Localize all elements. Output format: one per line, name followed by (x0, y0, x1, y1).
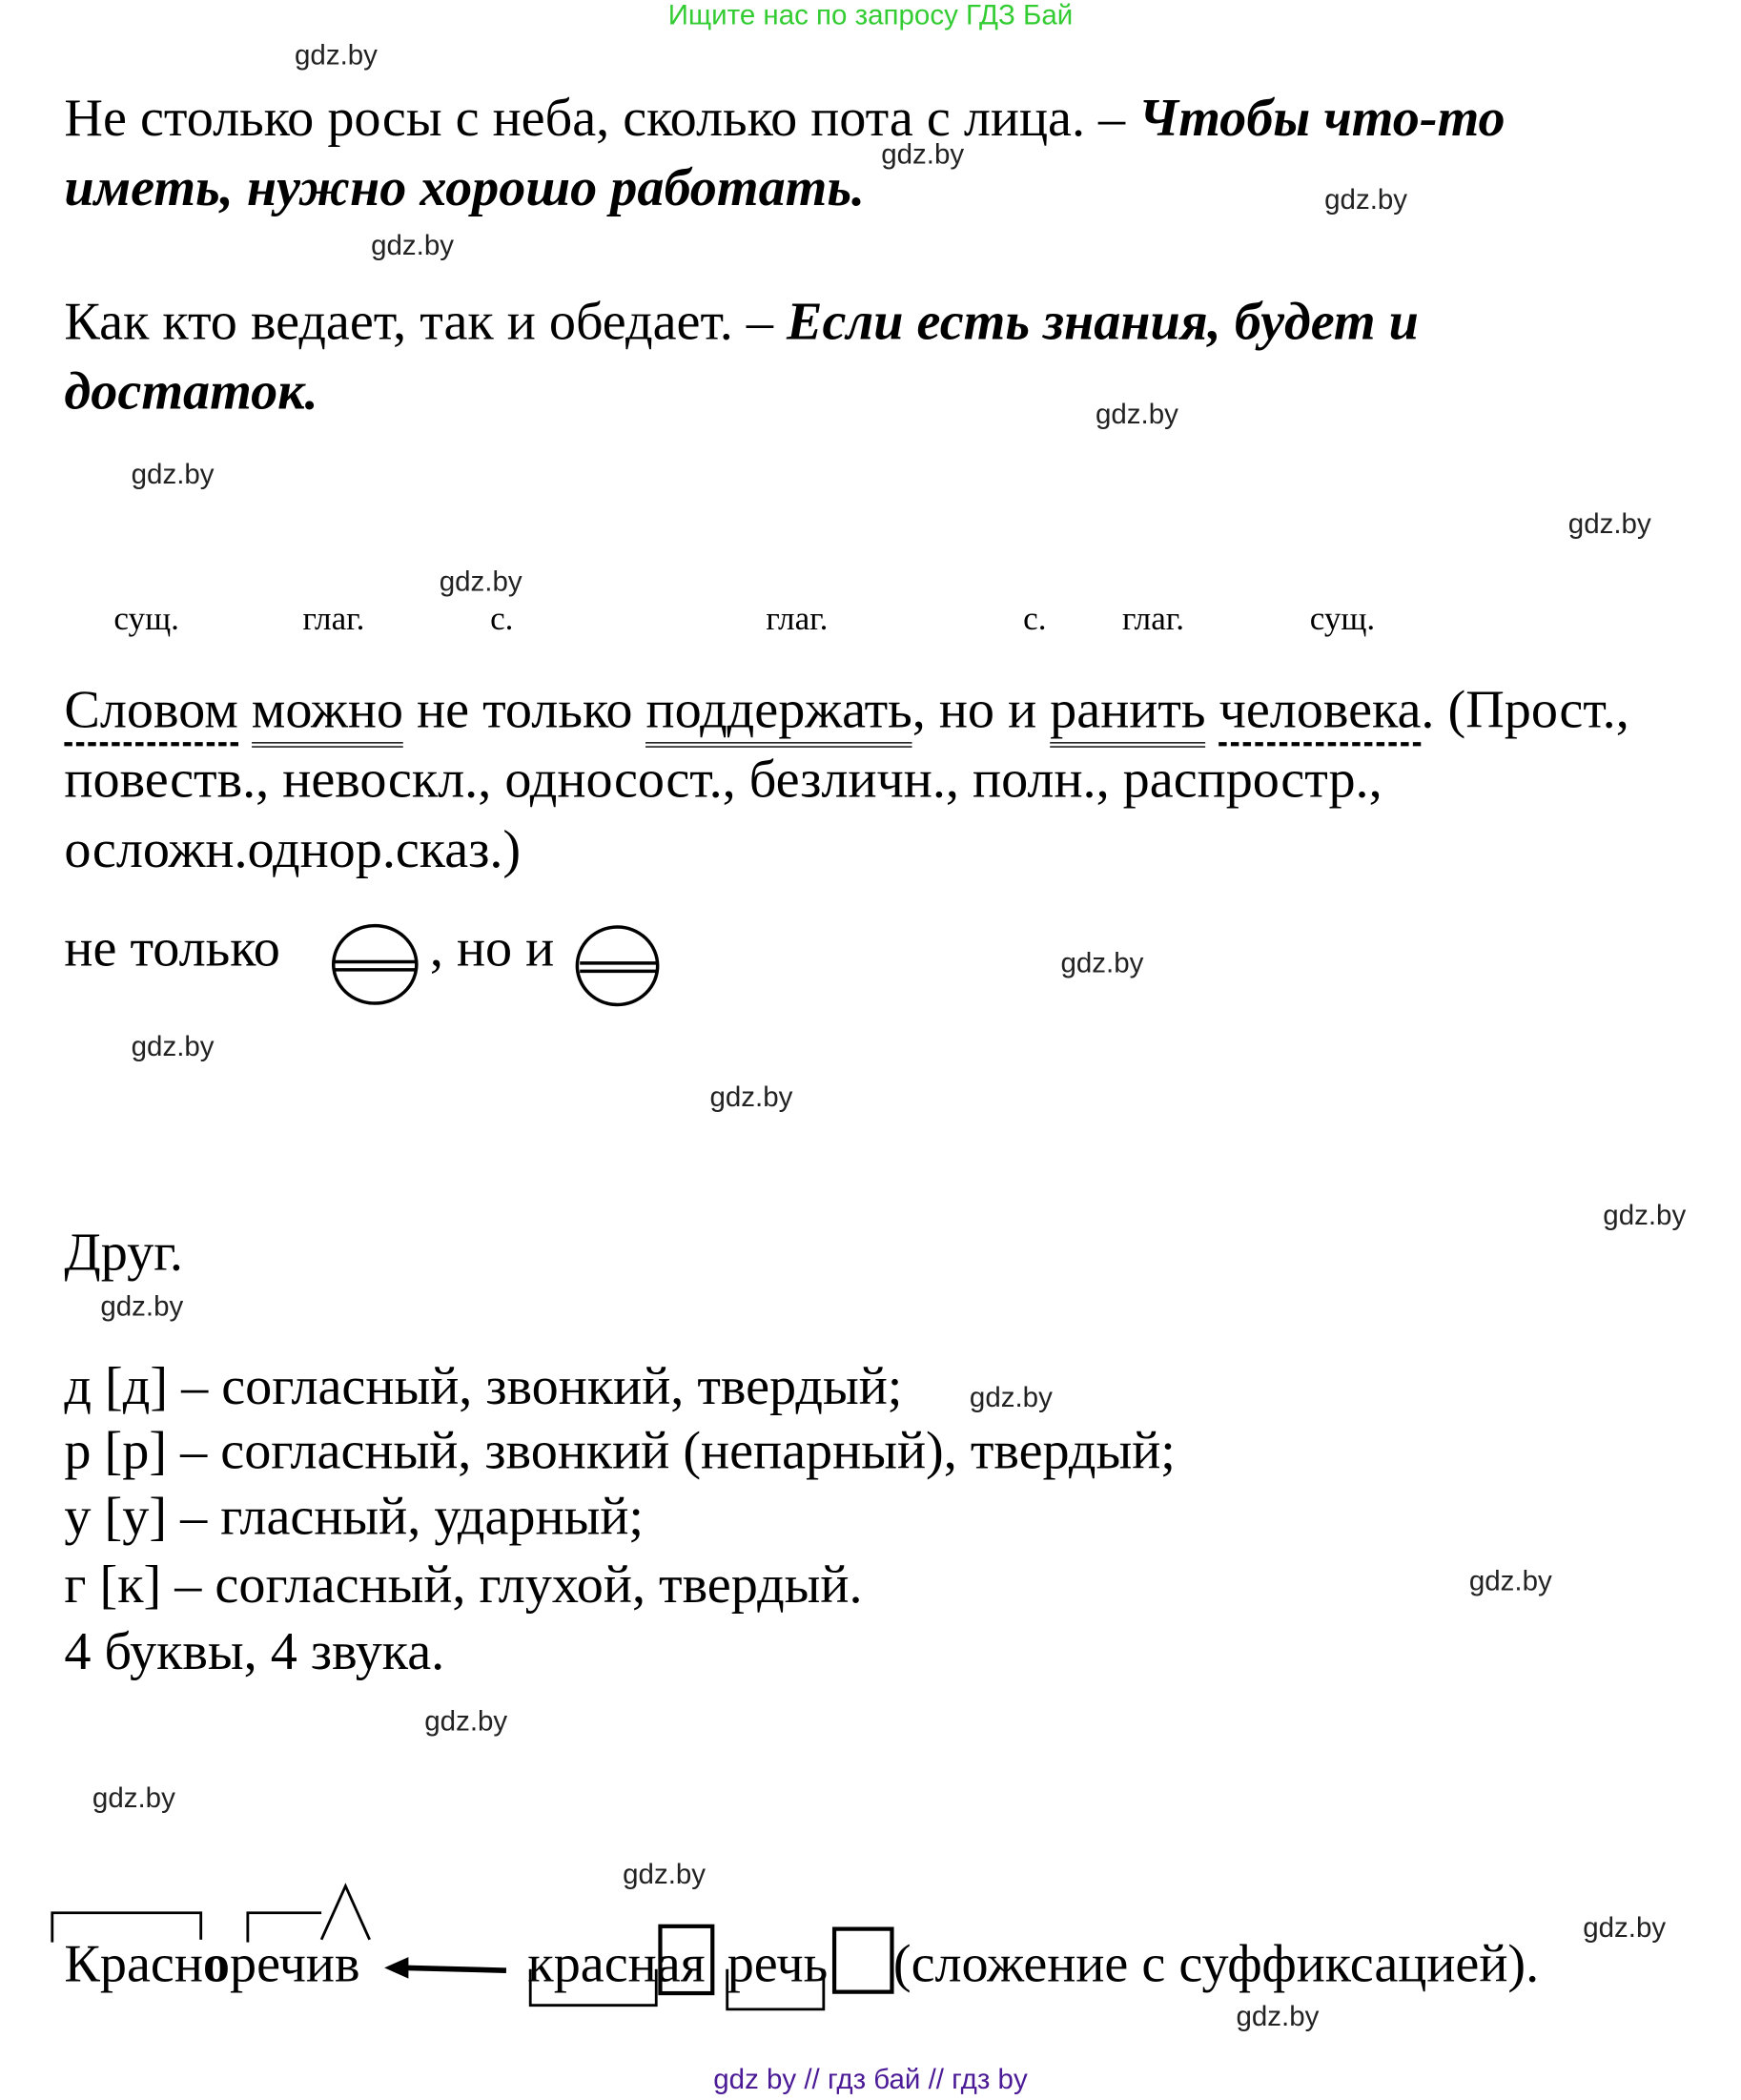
watermark: gdz.by (1236, 2001, 1320, 2032)
watermark: gdz.by (1567, 508, 1651, 541)
phonetic-line: р [р] – согласный, звонкий (непарный), твердый; (64, 1419, 1176, 1481)
watermark: gdz.by (969, 1382, 1053, 1413)
watermark: gdz.by (131, 1031, 215, 1062)
watermark: gdz.by (1060, 948, 1144, 979)
scheme-part-1: не только (64, 917, 280, 978)
root-bracket-icon (52, 1913, 201, 1943)
predicate-word: поддержать (646, 679, 912, 748)
watermark: gdz.by (1603, 1200, 1687, 1231)
text: речив (230, 1932, 360, 1994)
object-word: человека (1219, 679, 1422, 746)
pos-label: сущ. (1309, 601, 1376, 638)
proverb-text: Как кто ведает, так и обедает. – (64, 290, 788, 352)
pos-label: глаг. (766, 601, 829, 638)
watermark: gdz.by (371, 230, 454, 261)
predicate-word: ранить (1050, 679, 1205, 748)
root-bracket-icon (248, 1913, 321, 1943)
phonetic-line: д [д] – согласный, звонкий, твердый; (64, 1355, 903, 1416)
text: . (Прост., (1421, 679, 1629, 740)
phonetic-word: Друг. (64, 1221, 183, 1283)
phonetic-line: г [к] – согласный, глухой, твердый. (64, 1554, 863, 1615)
text: Красн (64, 1932, 203, 1994)
phonetic-summary: 4 буквы, 4 звука. (64, 1620, 445, 1681)
proverb-meaning: Чтобы что-то (1138, 87, 1505, 148)
scheme-part-2: , но и (429, 917, 555, 978)
root: красн (527, 1932, 657, 1994)
connecting-vowel: о (202, 1932, 231, 1994)
watermark: gdz.by (881, 139, 965, 171)
pos-label: глаг. (302, 601, 365, 638)
source-word-2: речь (727, 1932, 829, 1994)
pos-label: с. (1023, 601, 1047, 638)
pos-label: сущ. (113, 601, 179, 638)
sentence-line-3: осложн.однор.сказ.) (64, 818, 522, 879)
watermark: gdz.by (623, 1859, 707, 1890)
subject-word: Словом (64, 679, 237, 746)
watermark: gdz.by (100, 1291, 184, 1323)
zero-ending-box-icon (834, 1929, 891, 1992)
proverb-text: Не столько росы с неба, сколько пота с лица. – (64, 87, 1139, 148)
predicate-word: можно (252, 679, 403, 748)
text: не только (403, 679, 646, 740)
watermark: gdz.by (424, 1706, 508, 1738)
header-banner: Ищите нас по запросу ГДЗ Бай (667, 0, 1074, 31)
formation-note: (сложение с суффиксацией). (892, 1932, 1540, 1994)
arrow-left-icon (384, 1957, 506, 1978)
watermark: gdz.by (709, 1081, 793, 1114)
ending: ая (656, 1932, 706, 1994)
proverb-1-meaning-cont: иметь, нужно хорошо работать. (64, 156, 866, 217)
text: , но и (911, 679, 1051, 740)
root-bracket-icon (530, 1969, 656, 2006)
ending-box-icon (660, 1926, 712, 1993)
watermark: gdz.by (295, 40, 378, 72)
proverb-meaning: Если есть знания, будет и (787, 290, 1419, 352)
watermark: gdz.by (92, 1782, 175, 1814)
watermark: gdz.by (1583, 1912, 1667, 1945)
pos-label: глаг. (1122, 601, 1185, 638)
suffix-caret-icon (321, 1886, 370, 1940)
watermark: gdz.by (1324, 184, 1408, 216)
proverb-2-meaning-cont: достаток. (64, 360, 318, 422)
watermark: gdz.by (439, 566, 522, 598)
phonetic-line: у [у] – гласный, ударный; (64, 1485, 644, 1546)
root-bracket-icon (727, 1969, 824, 2009)
watermark: gdz.by (1095, 399, 1178, 430)
sentence-line-2: повеств., невоскл., односост., безличн., полн., распростр., (64, 749, 1383, 810)
watermark: gdz.by (1468, 1565, 1552, 1597)
pos-label: с. (490, 601, 514, 638)
watermark: gdz.by (131, 459, 215, 491)
footer-links: gdz by // гдз бай // гдз by (713, 2064, 1028, 2095)
